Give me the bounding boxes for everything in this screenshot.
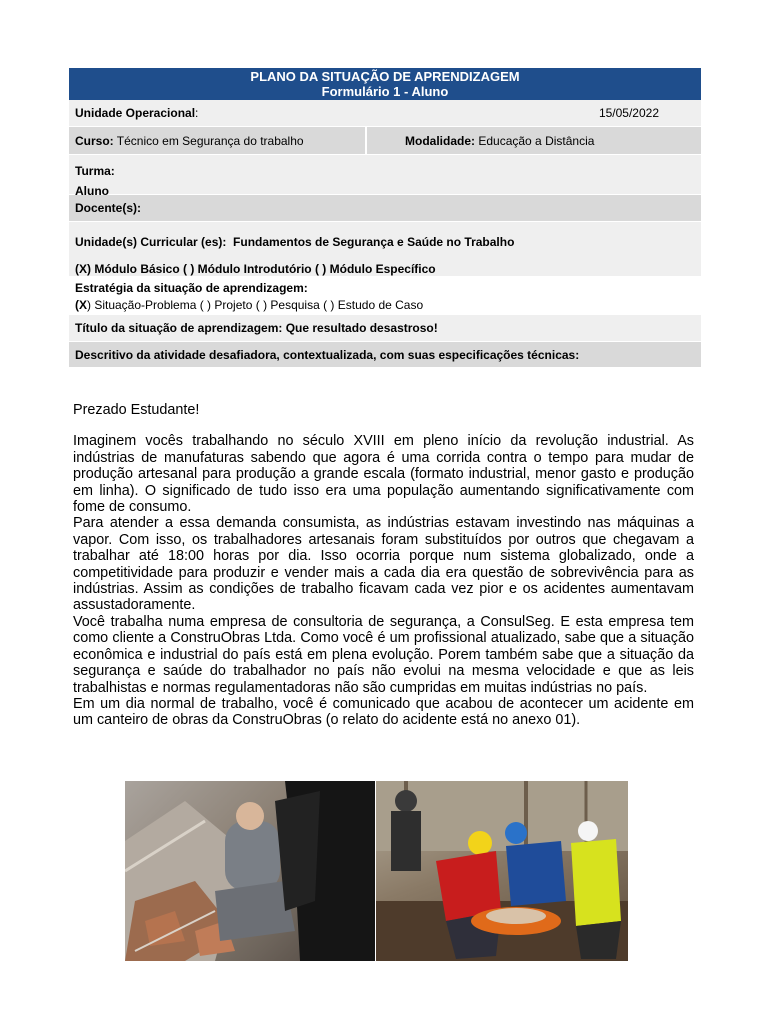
paragraph-2: Para atender a essa demanda consumista, as indústrias estavam investindo nas máquinas a vapor. Com isso, os trabalhadores artesanais foram substituídos por outros que chegavam a trabalhar até 18:00 horas por dia. Isso ocorria porque num sistema globalizado, onde a competitividade para produzir e vender mais a cada dia era questão de sobrevivência para as indústrias. Assim as condições de trabalho ficavam cada vez pior e os acidentes aumentavam assustadoramente. [73,515,694,614]
letter-body [73,402,694,729]
titulo-row [69,315,701,342]
form-title: PLANO DA SITUAÇÃO DE APRENDIZAGEM [250,69,520,84]
curso-row [69,127,701,155]
descritivo-label: Descritivo da atividade desafiadora, contextualizada, com suas especificações técnicas: [75,347,580,362]
aluno-label: Aluno [75,184,109,198]
modalidade-value: Educação a Distância [475,133,595,148]
uc-label: Unidade(s) Curricular (es): [75,235,227,249]
unidade-row: Unidade Operacional: 15/05/2022 [69,100,701,127]
estrategia-options: ) Situação-Problema ( ) Projeto ( ) Pesquisa ( ) Estudo de Caso [87,298,424,312]
rescue-team-photo [376,781,628,961]
modalidade-label: Modalidade: [405,133,476,148]
form-subtitle: Formulário 1 - Aluno [321,84,449,99]
curso-label: Curso: [75,133,114,148]
rubble-illustration [125,781,375,961]
turma-row [69,155,701,198]
collapsed-building-photo [125,781,375,961]
paragraph-3: Você trabalha numa empresa de consultoria de segurança, a ConsulSeg. E esta empresa tem como cliente a ConstruObras Ltda. Como você é um profissional atualizado, sabe que a situação econômica e industrial do país está em plena evolução. Porem também sabe que a situação da segurança e saúde do trabalhador no país não evolui na mesma velocidade e que as leis trabalhistas e normas regulamentadoras não são cumpridas em muitas indústrias no país. [73,613,694,696]
turma-label: Turma: [75,164,115,178]
estrategia-selected: (X [75,298,87,312]
curso-value: Técnico em Segurança do trabalho [113,133,304,148]
uc-value: Fundamentos de Segurança e Saúde no Trabalho [226,235,515,249]
titulo-label: Título da situação de aprendizagem: [75,321,283,335]
paragraph-1: Imaginem vocês trabalhando no século XVIII em pleno início da revolução industrial. As indústrias de manufaturas sabendo que agora é uma corrida contra o tempo para mudar de produção artesanal para produção a grande escala (formato industrial, menor gasto e produção em linha). O significado de tudo isso era uma população aumentando significativamente com fome de consumo. [73,433,694,516]
estrategia-label: Estratégia da situação de aprendizagem: [75,281,308,295]
modulos-options: (X) Módulo Básico ( ) Módulo Introdutório ( ) Módulo Específico [75,262,436,276]
learning-plan-form [69,68,701,368]
docente-row [69,195,701,222]
accident-photos [125,781,628,961]
form-header [69,68,701,100]
unidade-label: Unidade Operacional [75,106,196,120]
form-date: 15/05/2022 [598,106,659,120]
descritivo-row [69,342,701,368]
titulo-value: Que resultado desastroso! [282,321,438,335]
unidade-curricular-row [69,222,701,277]
greeting: Prezado Estudante! [73,402,200,418]
rescue-illustration [376,781,628,961]
paragraph-4: Em um dia normal de trabalho, você é comunicado que acabou de acontecer um acidente em um canteiro de obras da ConstruObras (o relato do acidente está no anexo 01). [73,695,694,729]
docente-label: Docente(s): [75,201,142,215]
